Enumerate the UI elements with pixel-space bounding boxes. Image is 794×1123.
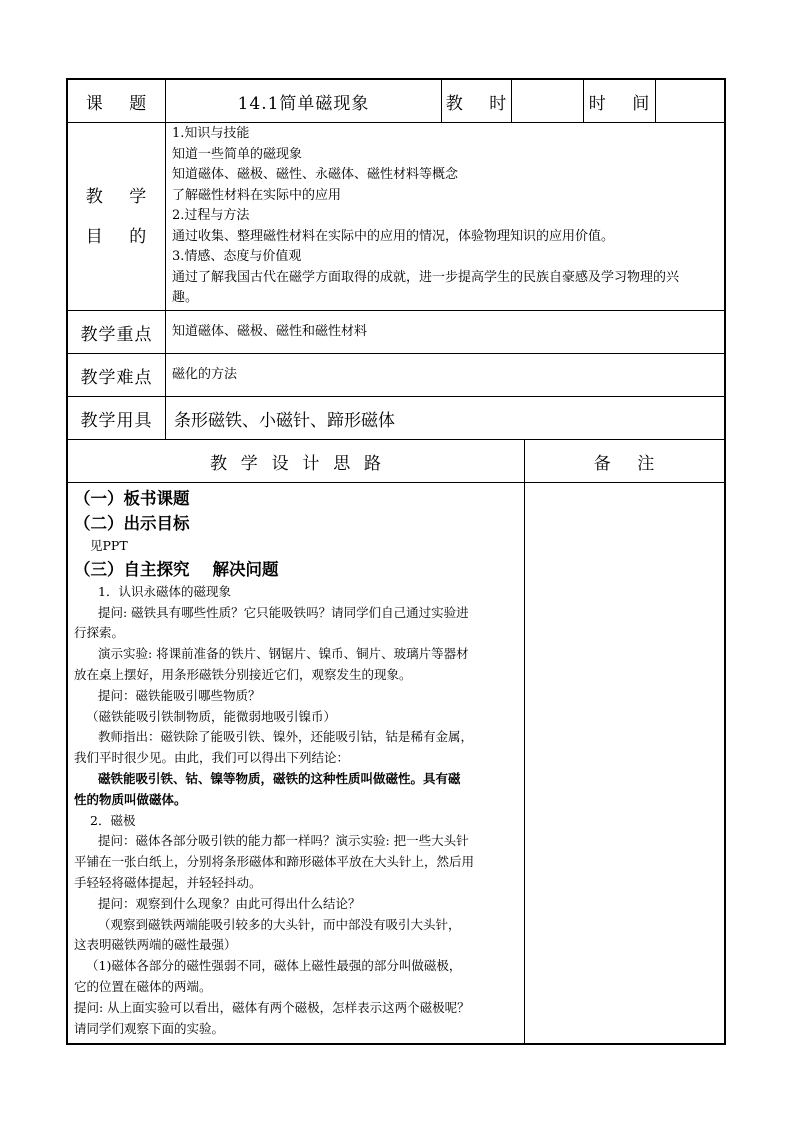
body-text: 1．认识永磁体的磁现象 — [98, 583, 231, 599]
difficulty-label: 教学难点 — [80, 367, 153, 388]
body-text: 2．磁极 — [90, 812, 136, 828]
body-text: 见PPT — [90, 538, 128, 553]
lesson-plan-table — [66, 78, 726, 1045]
section-heading: （二）出示目标 — [74, 514, 190, 533]
goals-line: 2.过程与方法 — [172, 208, 250, 223]
hours-label: 教 时 — [445, 93, 508, 114]
body-text: 这表明磁铁两端的磁性最强） — [74, 937, 237, 953]
body-text: 演示实验: 将课前准备的铁片、钢锯片、镍币、铜片、玻璃片等器材 — [98, 646, 469, 662]
body-text: 提问：磁铁能吸引哪些物质？ — [98, 687, 261, 703]
goals-line: 3.情感、态度与价值观 — [172, 249, 302, 264]
col-divider — [165, 80, 166, 439]
tools-label: 教学用具 — [80, 410, 153, 431]
body-text: 平铺在一张白纸上，分别将条形磁体和蹄形磁体平放在大头针上，然后用 — [74, 854, 475, 870]
goals-label — [68, 123, 165, 310]
tools-value: 条形磁铁、小磁针、蹄形磁体 — [174, 410, 395, 431]
design-body — [74, 486, 522, 1041]
topic-label: 课 题 — [85, 93, 148, 114]
body-text: （观察到磁铁两端能吸引较多的大头针，而中部没有吸引大头针， — [98, 916, 461, 932]
notes-label: 备 注 — [593, 453, 656, 474]
body-text: 提问: 从上面实验可以看出，磁体有两个磁极，怎样表示这两个磁极呢？ — [74, 999, 470, 1015]
time-label: 时 间 — [588, 93, 651, 114]
body-text: 行探索。 — [74, 625, 125, 641]
hours-value — [512, 80, 583, 122]
goals-line: 趣。 — [172, 290, 199, 305]
section-heading: （一）板书课题 — [74, 489, 190, 508]
goals-line: 通过了解我国古代在磁学方面取得的成就，进一步提高学生的民族自豪感及学习物理的兴 — [172, 269, 680, 285]
body-text: 手轻轻将磁体提起，并轻轻抖动。 — [74, 874, 262, 890]
body-text: 请同学们观察下面的实验。 — [74, 1020, 225, 1036]
section-heading: （三）自主探究 解决问题 — [74, 559, 279, 579]
goals-label-line1: 教 学 — [85, 186, 148, 207]
body-text: 放在桌上摆好，用条形磁铁分别接近它们，观察发生的现象。 — [74, 666, 412, 682]
goals-line: 通过收集、整理磁性材料在实际中的应用的情况，体验物理知识的应用价值。 — [172, 228, 615, 244]
goals-label-line2: 目 的 — [85, 226, 148, 247]
goals-line: 1.知识与技能 — [172, 126, 250, 141]
design-label: 教 学 设 计 思 路 — [209, 453, 383, 474]
goals-line: 了解磁性材料在实际中的应用 — [172, 187, 342, 203]
body-text: 提问：观察到什么现象？由此可得出什么结论？ — [98, 895, 361, 911]
conclusion-text: 性的物质叫做磁体。 — [74, 791, 187, 807]
goals-content — [172, 124, 722, 310]
body-text: 我们平时很少见。由此，我们可以得出下列结论： — [74, 750, 350, 766]
notes-body — [525, 483, 724, 1043]
time-value — [656, 80, 724, 122]
goals-line: 知道磁体、磁极、磁性、永磁体、磁性材料等概念 — [172, 167, 459, 182]
body-text: 提问: 磁铁具有哪些性质？它只能吸铁吗？请同学们自己通过实验进 — [98, 604, 469, 620]
row-divider — [68, 122, 724, 123]
key-point-label: 教学重点 — [80, 324, 153, 345]
body-text: （1)磁体各部分的磁性强弱不同，磁体上磁性最强的部分叫做磁极， — [86, 958, 462, 974]
body-text: 教师指出：磁铁除了能吸引铁、镍外，还能吸引钴，钴是稀有金属， — [98, 729, 474, 745]
body-text: 提问：磁体各部分吸引铁的能力都一样吗？演示实验: 把一些大头针 — [98, 833, 469, 849]
topic-value: 14.1简单磁现象 — [237, 93, 370, 114]
difficulty-value: 磁化的方法 — [172, 366, 238, 382]
goals-line: 知道一些简单的磁现象 — [172, 146, 303, 162]
key-point-value: 知道磁体、磁极、磁性和磁性材料 — [172, 323, 368, 339]
body-text: 它的位置在磁体的两端。 — [74, 978, 212, 994]
body-text: （磁铁能吸引铁制物质，能微弱地吸引镍币） — [86, 708, 337, 724]
conclusion-text: 磁铁能吸引铁、钴、镍等物质，磁铁的这种性质叫做磁性。具有磁 — [98, 770, 461, 786]
